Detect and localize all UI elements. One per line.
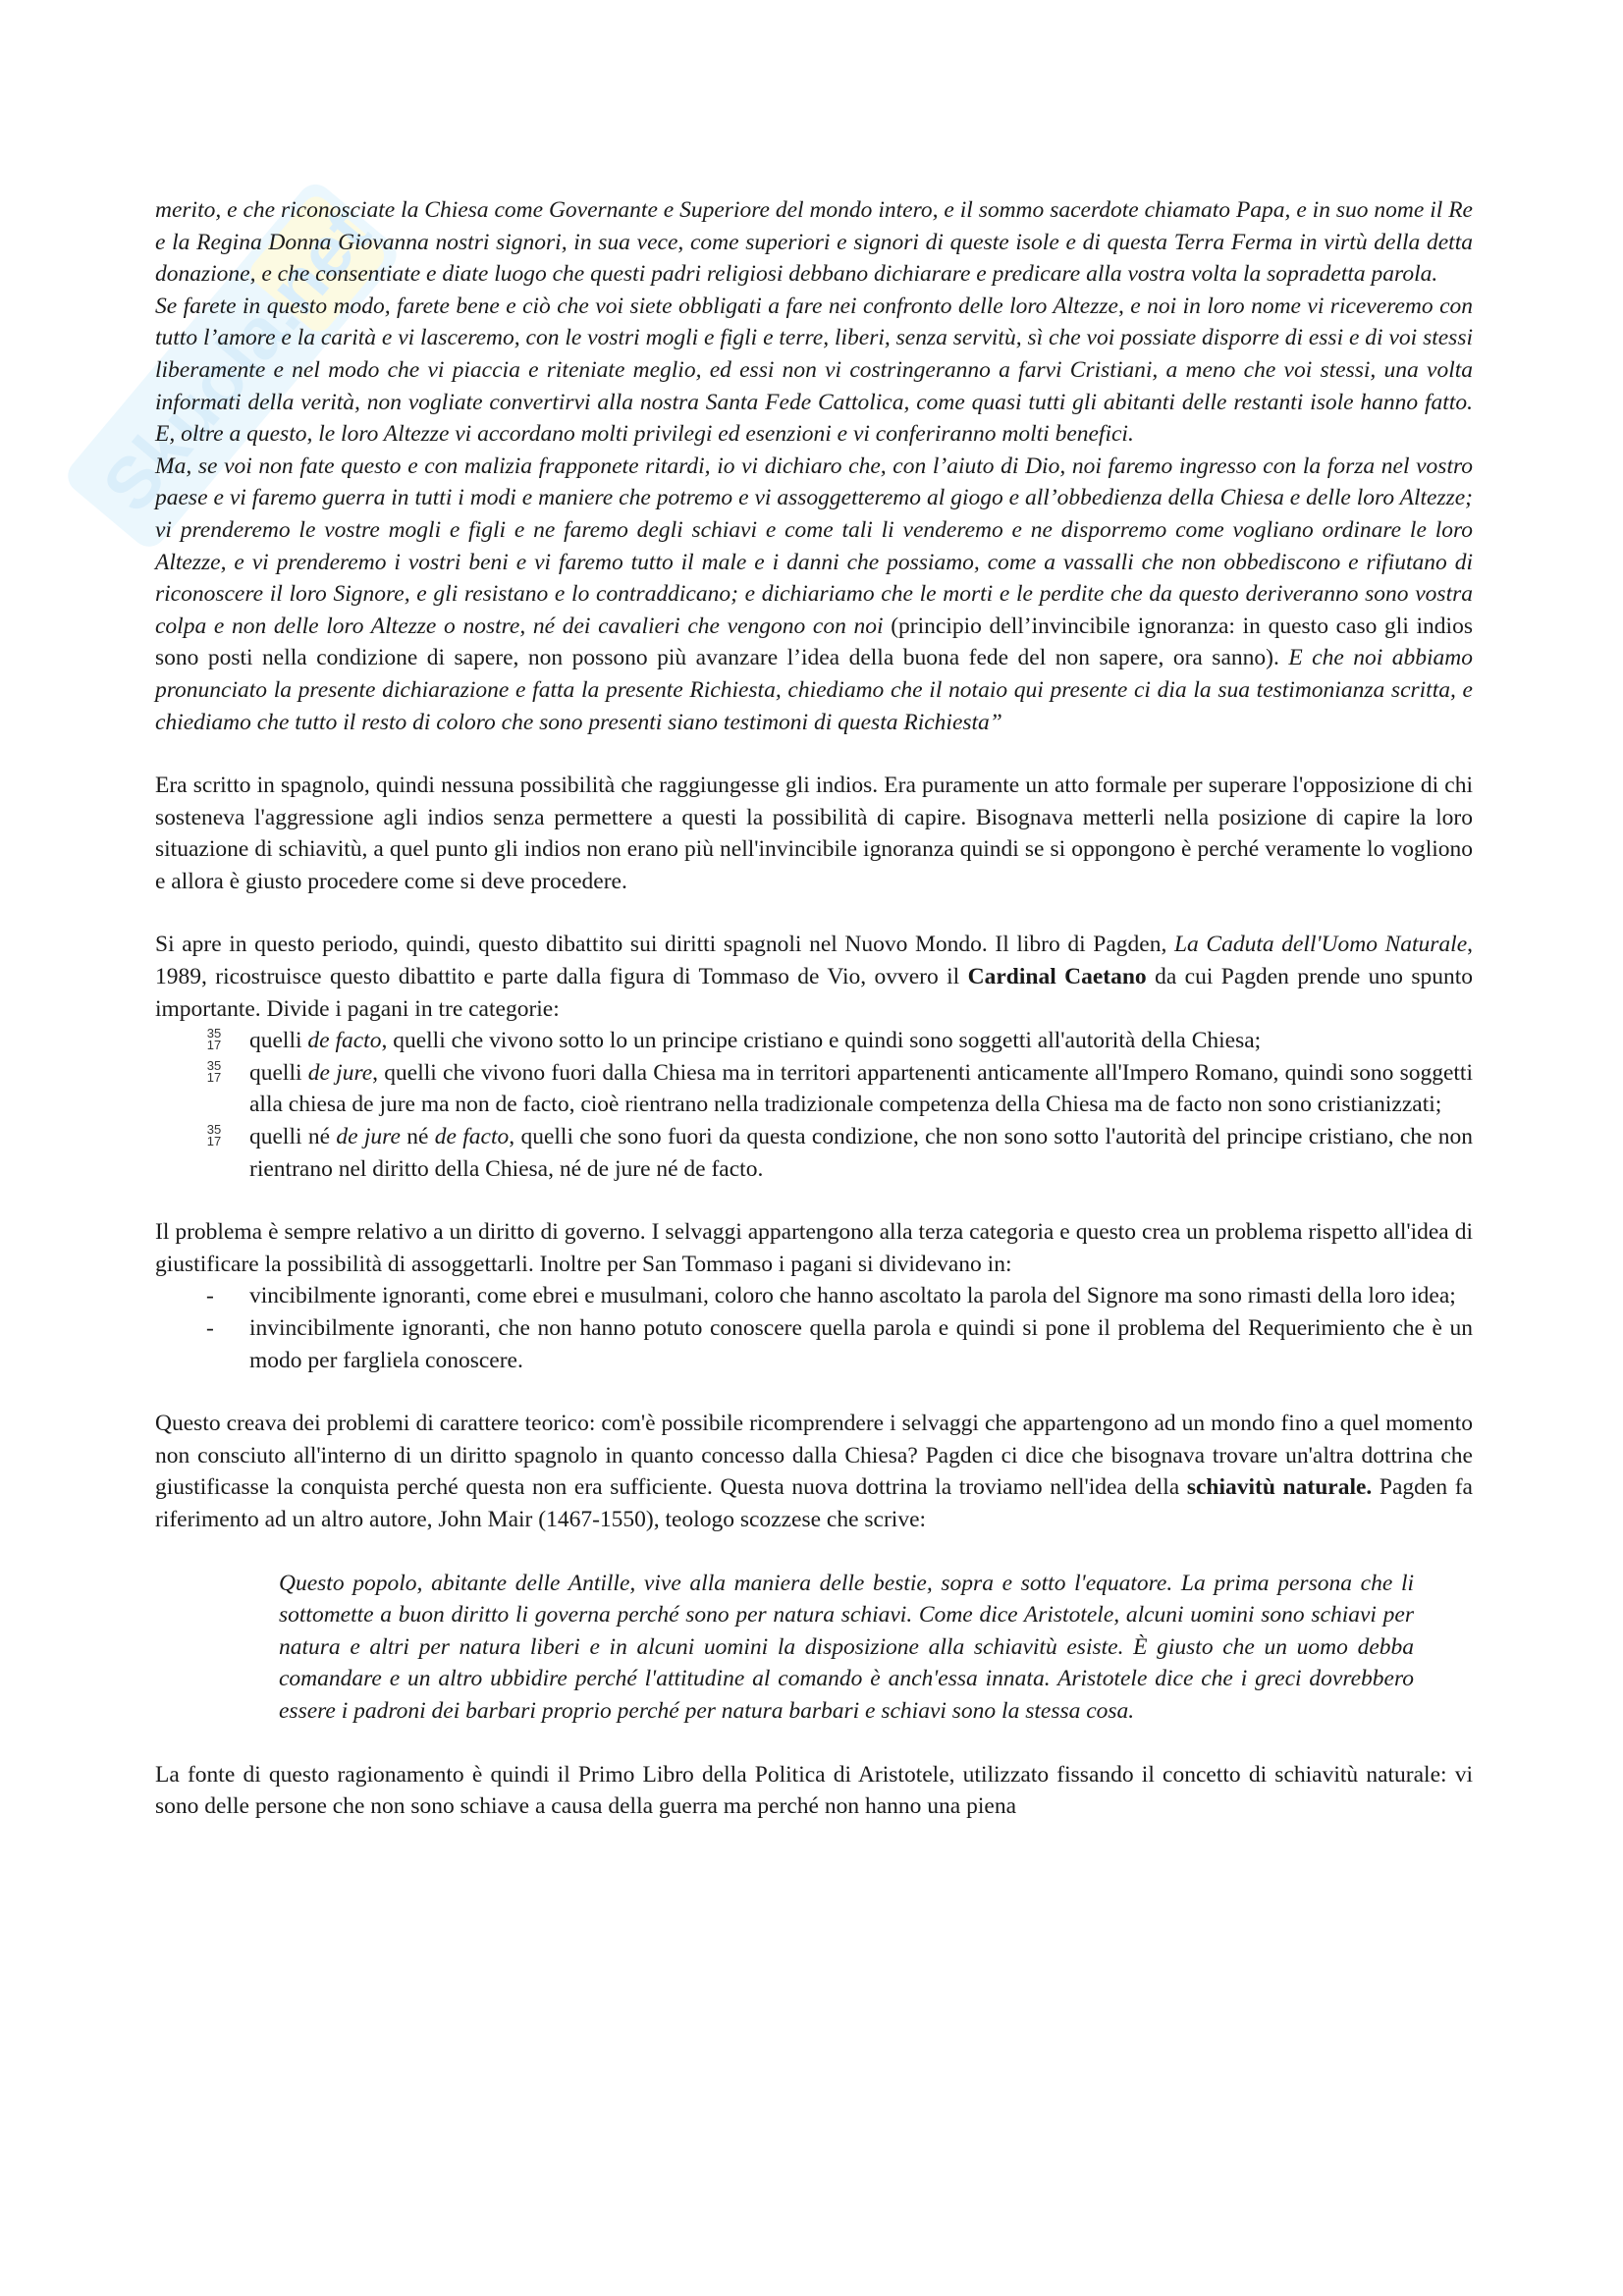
book-title: La Caduta dell'Uomo Naturale: [1173, 932, 1468, 958]
list-item: 35 17 quelli né de jure né de facto, quelli che sono fuori da questa condizione, che non sono sotto l'autorità del principe cristiano, che non rientrano nel diritto della Chiesa, né de jure né de facto.: [155, 1121, 1473, 1185]
pagden-paragraph: [155, 929, 1473, 1025]
teorico-text-b: Pagden fa riferimento ad un altro autore, John Mair (1467-1550), teologo scozzese che scrive:: [155, 1474, 1473, 1532]
natural-slavery-term: schiavitù naturale.: [1186, 1474, 1373, 1501]
request-paragraph-2: Se farete in questo modo, farete bene e ciò che voi siete obbligati a fare nei confronto delle loro Altezze, e noi in loro nome vi riceveremo con tutto l’amore e la carità e vi lasceremo, con le vostri mogli e figli e terre, liberi, senza servitù, sì che voi possiate disporre di essi e di voi stessi liberamente e nel modo che vi piaccia e riteniate meglio, ed essi non vi costringeranno a farvi Cristiani, a meno che voi stessi, una volta informati della verità, non vogliate convertirvi alla nostra Santa Fede Cattolica, come quasi tutti gli abitanti delle restanti isole hanno fatto. E, oltre a questo, le loro Altezze vi accordano molti privilegi ed esenzioni e vi conferiranno molti benefici.: [155, 293, 1473, 448]
teorico-text-a: Questo creava dei problemi di carattere teorico: com'è possibile ricomprendere i selvaggi che appartengono ad un mondo fino a quel momento non consciuto all'interno di un diritto spagnolo in quanto concesso dalla Chiesa? Pagden ci dice che bisognava trovare un'altra dottrina che giustificasse la conquista perché questa non era sufficiente. Questa nuova dottrina la troviamo nell'idea della: [155, 1411, 1473, 1501]
document-page: [155, 194, 1473, 1823]
spanish-paragraph: Era scritto in spagnolo, quindi nessuna possibilità che raggiungesse gli indios. Era puramente un atto formale per superare l'opposizione di chi sosteneva l'aggressione agli indios senza permettere a questi la possibilità di capire. Bisognava metterli nella posizione di capire la loro situazione di schiavitù, a quel punto gli indios non erano più nell'invincibile ignoranza quindi se si oppongono è perché veramente lo vogliono e allora è giusto procedere come si deve procedere.: [155, 773, 1473, 894]
teorico-paragraph: [155, 1408, 1473, 1535]
list-bullet-icon: 35 17: [206, 1122, 222, 1149]
governo-paragraph: Il problema è sempre relativo a un diritto di governo. I selvaggi appartengono alla terza categoria e questo crea un problema rispetto all'idea di giustificare la possibilità di assoggettarli. Inoltre per San Tommaso i pagani si dividevano in:: [155, 1219, 1473, 1277]
pagden-text-c: da cui Pagden prende uno spunto importante. Divide i pagani in tre categorie:: [155, 964, 1473, 1022]
dash-bullet: -: [206, 1283, 214, 1309]
pagan-types-list: [155, 1280, 1473, 1376]
list-bullet-icon: 35 17: [206, 1026, 222, 1053]
list-item: - vincibilmente ignoranti, come ebrei e musulmani, coloro che hanno ascoltato la parola del Signore ma sono rimasti della loro idea;: [155, 1280, 1473, 1312]
invincible-ignorance-note: (principio dell’invincibile ignoranza: in questo caso gli indios sono posti nella condizione di sapere, non possono più avanzare l’idea della buona fede del non sapere, ora sanno).: [155, 613, 1473, 671]
dash-bullet: -: [206, 1315, 214, 1341]
mair-quote: Questo popolo, abitante delle Antille, vive alla maniera delle bestie, sopra e sotto l'equatore. La prima persona che li sottomette a buon diritto li governa perché sono per natura schiavi. Come dice Aristotele, alcuni uomini sono schiavi per natura e altri per natura liberi e in alcuni uomini la disposizione alla schiavitù esiste. È giusto che un uomo debba comandare e un altro ubbidire perché l'attitudine al comando è anch'essa innata. Aristotele dice che i greci dovrebbero essere i padroni dei barbari proprio perché per natura barbari e schiavi sono la stessa cosa.: [279, 1570, 1414, 1724]
request-paragraph-3: [155, 451, 1473, 738]
watermark-text: Skuola.net: [86, 192, 386, 527]
list-bullet-icon: 35 17: [206, 1057, 222, 1085]
list-item: - invincibilmente ignoranti, che non hanno potuto conoscere quella parola e quindi si pone il problema del Requerimiento che è un modo per fargliela conoscere.: [155, 1312, 1473, 1376]
request-paragraph-1: merito, e che riconosciate la Chiesa come Governante e Superiore del mondo intero, e il sommo sacerdote chiamato Papa, e in suo nome il Re e la Regina Donna Giovanna nostri signori, in sua vece, come superiori e signori di queste isole e di questa Terra Ferma in virtù della detta donazione, e che consentiate e diate luogo che questi padri religiosi debbano dichiarare e predicare alla vostra volta la sopradetta parola.: [155, 197, 1473, 288]
list-item: 35 17 quelli de facto, quelli che vivono sotto lo un principe cristiano e quindi sono soggetti all'autorità della Chiesa;: [155, 1025, 1473, 1057]
list-item: 35 17 quelli de jure, quelli che vivono fuori dalla Chiesa ma in territori appartenenti anticamente all'Impero Romano, quindi sono soggetti alla chiesa de jure ma non de facto, cioè rientrano nella tradizionale competenza della Chiesa ma de facto non sono cristianizzati;: [155, 1057, 1473, 1121]
pagden-text-a: Si apre in questo periodo, quindi, questo dibattito sui diritti spagnoli nel Nuovo Mondo. Il libro di Pagden,: [155, 932, 1174, 958]
cardinal-name: Cardinal Caetano: [967, 964, 1147, 990]
pagan-categories-list: [155, 1025, 1473, 1185]
request-closing-text: E che noi abbiamo pronunciato la presente dichiarazione e fatta la presente Richiesta, chiediamo che il notaio qui presente ci dia la sua testimonianza scritta, e chiediamo che tutto il resto di coloro che sono presenti siano testimoni di questa Richiesta”: [155, 645, 1473, 735]
pagden-text-b: , 1989, ricostruisce questo dibattito e parte dalla figura di Tommaso de Vio, ovvero il: [155, 932, 1473, 990]
fonte-paragraph: La fonte di questo ragionamento è quindi il Primo Libro della Politica di Aristotele, utilizzato fissando il concetto di schiavitù naturale: vi sono delle persone che non sono schiave a causa della guerra ma perché non hanno una piena: [155, 1761, 1473, 1820]
request-threat-text: Ma, se voi non fate questo e con malizia frapponete ritardi, io vi dichiaro che, con l’aiuto di Dio, noi faremo ingresso con la forza nel vostro paese e vi faremo guerra in tutti i modi e maniere che potremo e vi assoggetteremo al giogo e all’obbedienza della Chiesa e delle loro Altezze; vi prenderemo le vostre mogli e figli e ne faremo degli schiavi e come tali li venderemo e ne disporremo come vogliano ordinare le loro Altezze, e vi prenderemo i vostri beni e vi faremo tutto il male e i danni che possiamo, come a vassalli che non obbediscono e rifiutano di riconoscere il loro Signore, e gli resistano e lo contraddicano; e dichiariamo che le morti e le perdite che da questo deriveranno sono vostra colpa e non delle loro Altezze o nostre, né dei cavalieri che vengono con noi: [155, 453, 1473, 639]
